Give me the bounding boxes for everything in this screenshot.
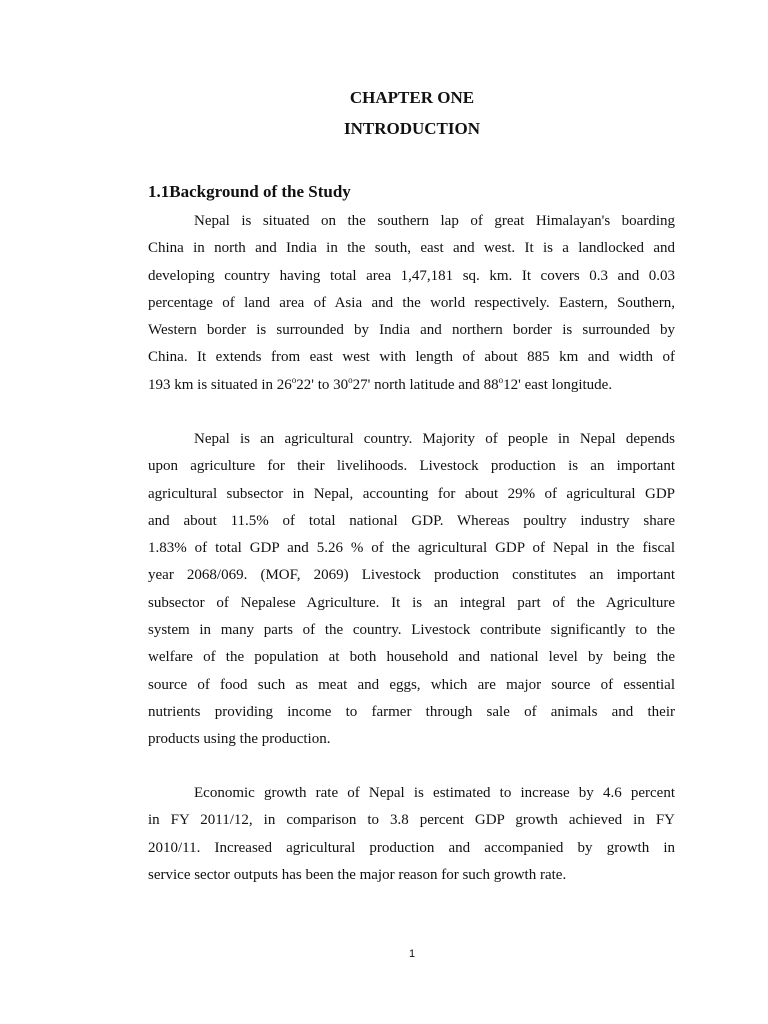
paragraph-line: year 2068/069. (MOF, 2069) Livestock production constitutes an important bbox=[148, 567, 675, 584]
degree-sup: o bbox=[291, 374, 297, 385]
paragraph-line: service sector outputs has been the major reason for such growth rate. bbox=[148, 866, 567, 883]
degree-sup: o bbox=[348, 374, 353, 385]
chapter-title: CHAPTER ONE bbox=[349, 88, 475, 107]
paragraph-line: system in many parts of the country. Livestock contribute significantly to the bbox=[148, 622, 675, 639]
paragraph-line: welfare of the population at both household and national level by being the bbox=[148, 649, 675, 666]
paragraph-line: products using the production. bbox=[148, 731, 331, 748]
coord-text: 22' to 30 bbox=[296, 376, 349, 393]
paragraph-line: Nepal is an agricultural country. Majority of people in Nepal depends bbox=[194, 431, 675, 447]
paragraph-line: China in north and India in the south, east and west. It is a landlocked and bbox=[148, 240, 675, 257]
paragraph-line: percentage of land area of Asia and the world respectively. Eastern, Southern, bbox=[148, 294, 675, 311]
paragraph-line: Nepal is situated on the southern lap of great Himalayan's boarding bbox=[194, 213, 675, 229]
paragraph-line-coordinates bbox=[148, 372, 675, 399]
chapter-subtitle: INTRODUCTION bbox=[343, 119, 481, 138]
paragraph-line: Economic growth rate of Nepal is estimated to increase by 4.6 percent bbox=[194, 785, 675, 801]
paragraph-line: China. It extends from east west with length of about 885 km and width of bbox=[148, 349, 675, 366]
paragraph-line: nutrients providing income to farmer through sale of animals and their bbox=[148, 703, 675, 720]
coord-text: 12' east longitude. bbox=[503, 376, 613, 393]
paragraph-background bbox=[148, 208, 675, 399]
paragraph-line: in FY 2011/12, in comparison to 3.8 percent GDP growth achieved in FY bbox=[148, 812, 675, 829]
coord-text: 193 km is situated in 26 bbox=[148, 376, 292, 393]
paragraph-line: subsector of Nepalese Agriculture. It is an integral part of the Agriculture bbox=[148, 594, 675, 611]
section-heading: 1.1Background of the Study bbox=[148, 182, 351, 201]
paragraph-economic-growth bbox=[148, 780, 675, 889]
paragraph-line: and about 11.5% of total national GDP. Whereas poultry industry share bbox=[148, 512, 675, 529]
degree-sup: o bbox=[498, 374, 504, 385]
paragraph-line: Western border is surrounded by India and northern border is surrounded by bbox=[148, 322, 675, 339]
paragraph-line: source of food such as meat and eggs, which are major source of essential bbox=[148, 676, 675, 693]
paragraph-line: agricultural subsector in Nepal, accounting for about 29% of agricultural GDP bbox=[148, 485, 675, 502]
paragraph-line: 1.83% of total GDP and 5.26 % of the agricultural GDP of Nepal in the fiscal bbox=[148, 540, 675, 557]
paragraph-line: 2010/11. Increased agricultural production and accompanied by growth in bbox=[148, 839, 675, 856]
paragraph-line: upon agriculture for their livelihoods. Livestock production is an important bbox=[148, 458, 675, 475]
paragraph-agriculture bbox=[148, 426, 675, 754]
page-number: 1 bbox=[408, 948, 416, 960]
coord-text: 27' north latitude and 88 bbox=[352, 376, 499, 393]
paragraph-line: developing country having total area 1,47,181 sq. km. It covers 0.3 and 0.03 bbox=[148, 267, 675, 284]
